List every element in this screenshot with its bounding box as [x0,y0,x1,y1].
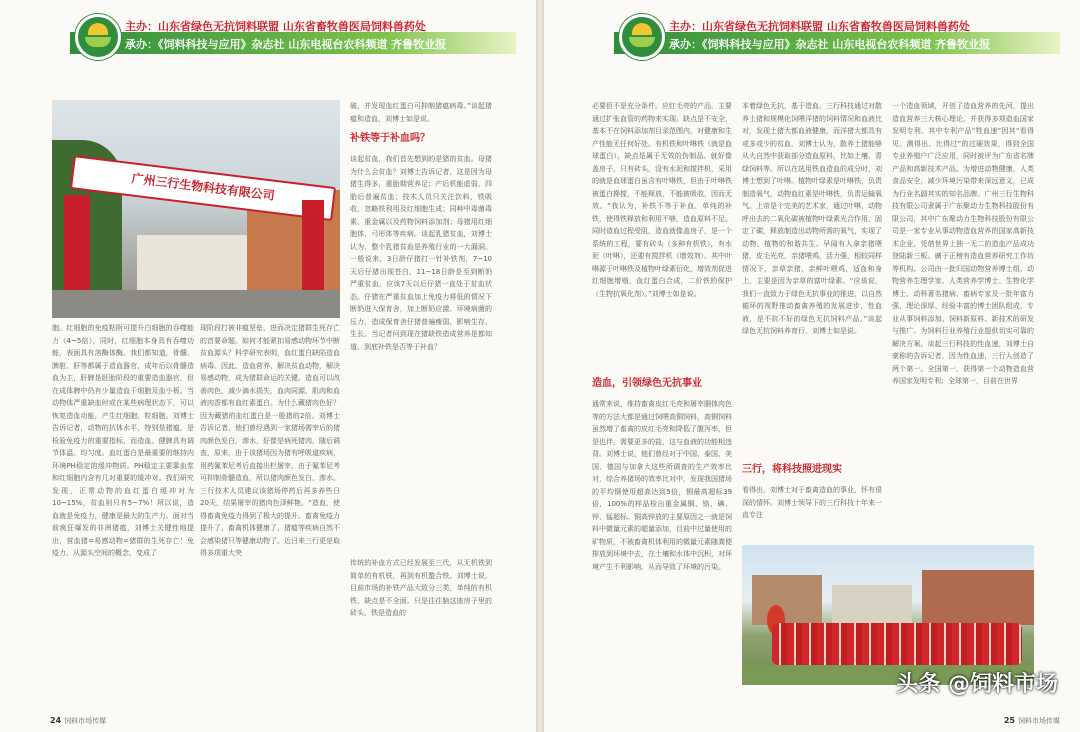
right-page [544,0,1080,732]
magazine-name: 饲料市场传媒 [64,717,107,725]
right-col-2 [742,100,882,540]
page-number: 24 [50,716,62,725]
team-group-photo [742,545,1034,685]
section-title: 三行，将科技照进现实 [742,464,842,475]
body-text: 看得出，刘博士对于畜禽造血的事业，怀有很深的情怀。刘博士领导下的三行科技十年来一直专注 [742,486,882,519]
body-text: 传统的补血方式已经发展至三代，从无机铁到简单的有机铁，再到有机螯合铁。刘博士说，目前市场的补铁产品大致分三类，单纯的有机铁，缺点是不全面。只是往往脑这座房子里的砖头，铁是造血的 [350,559,492,617]
body-text: 谈起贫血，我们首先想到的是猪的贫血。母猪为什么会贫血？刘博士告诉记者，这是因为母猪生得多，重胎期营养足；产后机能虚弱、四胎后普遍贫血；技术人员只关注饮料、铁吸收，忽略铁利用及红细胞生成；同种中毒菌毒素、重金属以及药物饲料添加剂；母猪用红细胞体、弓形体等疾病。谈起乳猪贫血，刘博士认为，整个乳猪贫血是养殖行业的一大漏洞。一般说来，3日龄仔猪打一针补铁剂，7~10天后仔猪出现苍白，11~18日龄是至到断奶严重贫血，应该7天以后仔猪一直处于贫血状态。仔猪在严重贫血加上免疫力将低的情况下断奶进入保育舍，加上断奶应激、环境病菌的压力，造成保育舍仔猪普遍瘦弱、影响生存、生长。当记者问到现在猪缺铁造成营养是都知道，到底补铁是否等于补血？ [350,155,492,351]
gate-sign-text: 广州三行生物科技有限公司 [130,171,276,203]
page-footer [1004,716,1060,726]
header-sponsor: 主办：山东省绿色无抗饲料联盟 山东省畜牧兽医局饲料兽药处 [125,20,426,33]
body-text: 破，并发现血红蛋白可抑制猪瘟病毒。”谈起猪瘟和造血，刘博士如是说。 [350,102,492,123]
green-alliance-logo [75,14,121,60]
left-col-2 [200,322,340,706]
left-col-1 [52,322,194,706]
page-number: 25 [1003,716,1015,725]
right-col-3 [892,100,1034,540]
body-text: 现阶段打被非瘟坚垒，进而决定猪群生死存亡的首要命题。如何才能紧扣易感动物环节中断贫血源头？科学研究表明，血红蛋白缺陷造血病毒。因此，造血营养、解决贫血动物，解决易感动物，成为猪群命运的关键。造血可以改善肉色，减少滴水损失，血肉同源，肌肉和血液肉香都有血红素蛋白。为什么藏猪肉色好？因为藏猪的血红蛋白是一般猪的2倍。刘博士告诉记者，他们曾经遇到一家猪场需宰后的猪肉颜色发白，渗水，好像是病死猪肉，随后调查，原来，由于该猪场因为猪有呼吸道疾病，用药氟苯尼考后直接出栏屠宰，由于氟苯尼考可抑制骨髓造血，所以猪肉颜色发白，渗水。三行技术人员建议该猪场停药后再多养些日20天，结果屠宰的猪肉色泽鲜艳。“造血，使得畜禽免疫力得到了极大的提升。畜禽免疫力提升了，畜禽机体健康了，猪瘟等疾病自然不会感染猪只等健康动物了。近日来三行更是取得多项重大突 [200,324,340,557]
left-page [0,0,536,732]
green-alliance-logo [619,14,665,60]
toutiao-watermark: 头条 @饲料市场 [896,672,1058,697]
header-organizer: 承办：《饲料科技与应用》杂志社 山东电视台农科频道 齐鲁牧业报 [669,38,991,51]
body-text: 本着绿色无抗，基于造血、三行科技通过对散养土猪和规模化饲喂洋猪的饲料情况和血液比对，发现土猪大都血液健康，而洋猪大都具有或多或少的贫血，刘博士认为，散养土猪能够从大自然中获取部分造血原料，比如土壤、青绿饲料等。所以在选用铁血造血的成分时，刘博士想到了叶啉。植物叶绿素是叶啉铁，负责制造氧气，动物血红素是叶啉铁，负责运输氧气。上帝是个完美的艺术家，通过叶啉，动物呼出去的二氧化碳被植物叶绿素光合作用，固定了碳，释放制造出动物所需的氧气，实现了动物、植物的和谐共生。早闻有人拿亲猪喂猪，皮毛光亮，亲猪喂鸡，活力强，相较同样情况下，亲草亲猪，亲鲜叶喂鸡，适血和身上，主要是因为亲草的富叶绿素。“应该说，我们一直致力于绿色无抗事业的推进，以自然循环的视野推动畜禽养殖的发展进步，性血液，是不抗不好的绿色无抗饲料产品。”谈起绿色无抗饲料养育行，刘博士如是说。 [742,102,882,335]
section-title: 造血，引领绿色无抗事业 [592,378,702,389]
page-header [0,10,536,54]
book-spine [536,0,544,732]
page-header [544,10,1080,54]
page-footer [50,716,106,726]
right-col-1 [592,100,732,706]
magazine-name: 饲料市场传媒 [1018,717,1060,725]
company-gate-photo [52,100,340,318]
body-text: 通常来说，维持畜禽皮红毛亮和屠宰胴体肉色等的方法大都是通过饲喂高铜饲料，高铜饲料虽然增了畜禽的皮红毛亮和降低了腹泻率，但是也伴，需要更多的盐，这与血液的功能相违背。刘博士说，他们曾经对于中国、泰国、美国、德国与加拿大这些所调查的生产效率比对，综合养猪场的效率比对中，发现我国猪场的平均铜使用超高达到5倍，铜最高超标39倍，100%的样品检出重金属铜、铬、碘、锌、锰超标。铜高锌放的主要原因之一就是饲料中微量元素的超量添加，目前中过量使用的矿物质，不被畜禽机体利用的微量元素随粪便排放到环境中去，在土壤和水体中沉积，对环境产生不利影响，从而导致了环境的污染。 [592,400,732,571]
header-organizer: 承办：《饲料科技与应用》杂志社 山东电视台农科频道 齐鲁牧业报 [125,38,447,51]
left-col-3 [350,100,492,706]
body-text: 必要但不是充分条件。应红毛亮的产品，主要通过扩张血管的药物来实现。缺点是不安全，基本不在饲料添加剂目录范围内，对健康和生产性能无任何好处。有机铁和叶啉铁（就是血球蛋白），缺点是属于无效的伪制品。就好像盖房子，只有砖头，没有水泥和搅拌机，采用的就是血球蛋白虽含有叶啉铁，但由于叶啉铁被蛋白搀搅，不能释放，不能被吸收，因而无效。“我认为，补铁不等于补血，单纯的补铁，使得铁释放和利用不够，造血原料不足。同时造血过程受阻，造血就像盖房子，是一个系统的工程，要有砖头（多种有机铁），有水泥（叶啉），还要有搅拌机（增效剂）。其中叶啉源于叶啉铁及植物叶绿素衍化，增效剂促进红细胞增殖，血红蛋白合成，二价铁的保护（生物抗氧化剂）。”刘博士如是说。 [592,102,732,298]
header-sponsor: 主办：山东省绿色无抗饲料联盟 山东省畜牧兽医局饲料兽药处 [669,20,970,33]
body-text: 胞。红细胞的免疫粘附可提升白细胞的吞噬能力（4~5倍），同时，红细胞本身具有吞噬功能，表面具有溶酶体酶。我们都知道，骨髓、脾脏、肝等都属于造血器官，成年后以骨髓造血为主，肝脾是胚胎阶段的重要造血器官，但在成体脾中仍有少量造血干细胞及血小板。当动物体严重缺血时或在某些病理状态下，可以恢复造血功能，产生红细胞、粒细胞。刘博士告诉记者，动物的抗体水平，特别是猪瘟，是检验免疫力的重要指标，而造血、健脾具有调节体温、均匀度。血红蛋白是最重要的继持内环境PH稳定的缓冲物质。PH稳定主要靠血浆和红细胞内含有几对重要的缓冲对。我们研究发现，正常动物的血红蛋白缓冲对为10~15%，贫血则只有5~7%！所以说，造血就是免疫力，健康是最大的生产力。面对当前疯狂爆发的非洲猪瘟，刘博士关键性地提出，营血猪=易感动物=猪群的生死存亡！免疫力、从源头空间的概念，变成了 [52,324,194,557]
section-title: 补铁等于补血吗？ [350,133,430,144]
body-text: 一个造血领域，开创了造血营养的先河，提出造血营养三大核心理论，并获得多项造血国家发明专利。其中专利产品“牲血速”因其“看得见、测得出、比得过”的过硬效果，得到全国专业养殖户广泛应用，同时被评为广东省名牌产品和高新技术产品。为增进动物健康，人类食品安全，减少环境污染带来深远意义，已成为行业名副其实的知名品牌。广州三行生物科技有限公司隶属于广东聚动力生物科技股份有限公司，其中广东聚动力生物科技股份有限公司是一家专业从事动物造血营养的国家高新技术企业，凭借世界上独一无二的造血产品成功登陆新三板。廣于正榜有造血营养研究工作坊等机构。公司由一批归国动物营养博士组、动物营养生理学家、人类营养学博士、生物化学博士、动科著名猪病、畜病专家及一批年富力强，理论深厚、经验丰富的博士团队组成，专业从事饲料添加、饲料新原料、新技术的研发与推广。为饲料行业养殖行业提供切实可靠的解决方案。谈起三行科技的性血速，刘博士自豪称的告诉记者，因为性血速，三行人创造了两个第一。全国第一，获得第一个动物造血营养国家发明专利；全球第一，目前在世界 [892,102,1034,385]
